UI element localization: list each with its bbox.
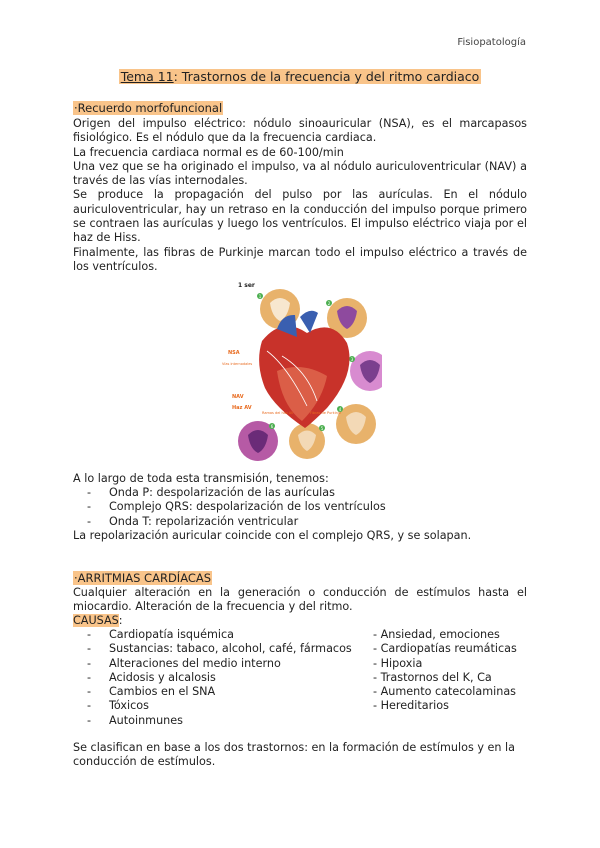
causes-label-text: CAUSAS bbox=[73, 614, 119, 627]
heart-conduction-figure bbox=[222, 281, 382, 461]
step-number: 3 bbox=[350, 357, 354, 362]
list-item-text: Alteraciones del medio interno bbox=[109, 656, 281, 670]
list-item-text: Sustancias: tabaco, alcohol, café, fármacos bbox=[109, 642, 352, 656]
label-ramas: Ramas del haz AV bbox=[262, 411, 294, 415]
list-item-text: Complejo QRS: despolarización de los ventrículos bbox=[109, 500, 386, 514]
page-title bbox=[0, 69, 600, 84]
list-item-text: Cardiopatía isquémica bbox=[109, 628, 235, 641]
list-item: - Ansiedad, emociones bbox=[373, 628, 500, 641]
figure-step-label: 1 ser bbox=[238, 282, 255, 289]
list-item: - Trastornos del K, Ca bbox=[373, 670, 492, 684]
list-item: - Cardiopatía isquémica bbox=[87, 628, 235, 641]
list-item: - Complejo QRS: despolarización de los ventrículos bbox=[87, 500, 386, 514]
list-item: - Cambios en el SNA bbox=[87, 685, 216, 699]
paragraph: La frecuencia cardiaca normal es de 60-100/min bbox=[73, 145, 344, 159]
step-number: 4 bbox=[338, 407, 342, 412]
small-heart-5 bbox=[289, 423, 325, 459]
list-item: - Cardiopatías reumáticas bbox=[373, 642, 517, 656]
list-item: - Onda P: despolarización de las aurículas bbox=[87, 486, 335, 499]
arritmias-intro: Cualquier alteración en la generación o conducción de estímulos hasta el miocardio. Alteración de la frecuencia y del ritmo. bbox=[73, 586, 527, 614]
paragraph: Finalmente, las fibras de Purkinje marcan todo el impulso eléctrico a través de los ventrículos. bbox=[73, 245, 527, 273]
label-nsa: NSA bbox=[228, 350, 240, 356]
step-number: 5 bbox=[320, 426, 324, 431]
transmission-list bbox=[87, 486, 386, 529]
section-heading-recuerdo bbox=[73, 101, 223, 115]
small-heart-3 bbox=[349, 351, 382, 391]
title-highlight bbox=[119, 69, 482, 84]
paragraph: Origen del impulso eléctrico: nódulo sinoauricular (NSA), es el marcapasos fisiológico. Es el nódulo que da la frecuencia cardiaca. bbox=[73, 117, 527, 145]
list-item: - Alteraciones del medio interno bbox=[87, 656, 281, 670]
causes-label-colon: : bbox=[118, 614, 123, 627]
step-number: 2 bbox=[327, 301, 331, 306]
list-item-text: Onda T: repolarización ventricular bbox=[109, 514, 299, 528]
label-nav: NAV bbox=[232, 394, 244, 400]
transmission-note: La repolarización auricular coincide con el complejo QRS, y se solapan. bbox=[73, 529, 472, 542]
step-number: 6 bbox=[270, 424, 274, 429]
list-item: - Aumento catecolaminas bbox=[373, 685, 517, 699]
paragraph: Se produce la propagación del pulso por las aurículas. En el nódulo auriculoventricular, hay un retraso en la conducción del impulso porque primero se contraen las aurículas y luego los ventrículos. El impulso eléctrico viaja por el haz de Hiss. bbox=[73, 188, 527, 245]
list-item-text: Cambios en el SNA bbox=[109, 685, 216, 699]
section-heading-text: ·ARRITMIAS CARDÍACAS bbox=[74, 571, 212, 585]
title-text: : Trastornos de la frecuencia y del ritmo cardiaco bbox=[173, 69, 480, 84]
small-heart-6 bbox=[238, 421, 278, 461]
paragraph: Una vez que se ha originado el impulso, va al nódulo auriculoventricular (NAV) a través de las vías internodales. bbox=[73, 159, 527, 188]
list-item-text: Acidosis y alcalosis bbox=[109, 670, 216, 684]
list-item: - Tóxicos bbox=[87, 699, 149, 713]
list-item: - Onda T: repolarización ventricular bbox=[87, 514, 299, 528]
small-heart-4 bbox=[336, 404, 376, 444]
list-item: - Sustancias: tabaco, alcohol, café, fármacos bbox=[87, 642, 352, 656]
label-fibras: Fibras de Purkinje bbox=[310, 411, 342, 415]
causes-left-list bbox=[87, 628, 352, 728]
list-item: - Acidosis y alcalosis bbox=[87, 670, 216, 684]
label-vias: Vías internodales bbox=[222, 362, 253, 366]
title-tema: Tema 11 bbox=[120, 69, 174, 84]
section-heading-arritmias bbox=[73, 571, 212, 585]
list-item: - Hipoxia bbox=[373, 656, 423, 670]
transmission-intro: A lo largo de toda esta transmisión, tenemos: bbox=[73, 472, 329, 485]
section-heading-text: ·Recuerdo morfofuncional bbox=[74, 101, 223, 115]
recuerdo-paragraphs bbox=[73, 117, 527, 274]
causes-label bbox=[73, 614, 123, 627]
causes-right-list bbox=[373, 628, 517, 714]
list-item-text: Autoinmunes bbox=[109, 713, 183, 727]
step-number: 1 bbox=[258, 294, 262, 299]
list-item: - Autoinmunes bbox=[87, 713, 183, 727]
list-item-text: Onda P: despolarización de las aurículas bbox=[109, 486, 335, 499]
arritmias-closing: Se clasifican en base a los dos trastornos: en la formación de estímulos y en la conducción de estímulos. bbox=[73, 741, 516, 769]
list-item: - Hereditarios bbox=[373, 699, 449, 713]
list-item-text: Tóxicos bbox=[109, 699, 149, 713]
page-header: Fisiopatología bbox=[457, 37, 526, 48]
label-haz: Haz AV bbox=[232, 405, 252, 411]
